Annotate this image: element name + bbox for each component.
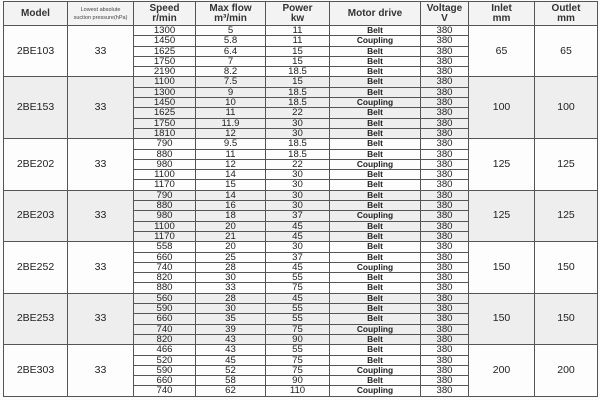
drive-cell: Belt	[330, 67, 421, 77]
power-cell: 45	[266, 231, 330, 241]
header-pressure-line2: suction pressure(hPa)	[73, 14, 128, 21]
inlet-cell: 150	[469, 293, 535, 344]
power-cell: 18.5	[266, 98, 330, 108]
drive-cell: Coupling	[330, 262, 421, 272]
power-cell: 55	[266, 273, 330, 283]
outlet-cell: 65	[535, 26, 598, 77]
voltage-cell: 380	[421, 46, 469, 56]
power-cell: 30	[266, 190, 330, 200]
voltage-cell: 380	[421, 108, 469, 118]
model-cell: 2BE303	[4, 345, 68, 396]
flow-cell: 21	[196, 231, 266, 241]
header-speed	[134, 2, 196, 26]
power-cell: 75	[266, 355, 330, 365]
flow-cell: 16	[196, 201, 266, 211]
flow-cell: 9.5	[196, 139, 266, 149]
power-cell: 55	[266, 345, 330, 355]
inlet-cell: 200	[469, 345, 535, 396]
flow-cell: 43	[196, 334, 266, 344]
voltage-cell: 380	[421, 170, 469, 180]
drive-cell: Belt	[330, 273, 421, 283]
voltage-cell: 380	[421, 262, 469, 272]
model-cell: 2BE202	[4, 139, 68, 190]
speed-cell: 466	[134, 345, 196, 355]
flow-cell: 25	[196, 252, 266, 262]
power-cell: 75	[266, 324, 330, 334]
flow-cell: 39	[196, 324, 266, 334]
speed-cell: 1810	[134, 128, 196, 138]
flow-cell: 28	[196, 293, 266, 303]
speed-cell: 1170	[134, 231, 196, 241]
voltage-cell: 380	[421, 190, 469, 200]
power-cell: 75	[266, 283, 330, 293]
flow-cell: 14	[196, 190, 266, 200]
header-inlet-line2: mm	[492, 12, 511, 24]
speed-cell: 740	[134, 262, 196, 272]
flow-cell: 20	[196, 221, 266, 231]
power-cell: 30	[266, 242, 330, 252]
flow-cell: 10	[196, 98, 266, 108]
flow-cell: 12	[196, 159, 266, 169]
flow-cell: 6.4	[196, 46, 266, 56]
speed-cell: 560	[134, 293, 196, 303]
header-speed-line1: Speed	[149, 2, 180, 14]
voltage-cell: 380	[421, 149, 469, 159]
voltage-cell: 380	[421, 67, 469, 77]
pressure-cell: 33	[68, 77, 134, 139]
speed-cell: 590	[134, 365, 196, 375]
flow-cell: 62	[196, 386, 266, 396]
speed-cell: 660	[134, 252, 196, 262]
power-cell: 55	[266, 314, 330, 324]
drive-cell: Belt	[330, 149, 421, 159]
voltage-cell: 380	[421, 376, 469, 386]
voltage-cell: 380	[421, 324, 469, 334]
flow-cell: 52	[196, 365, 266, 375]
speed-cell: 1750	[134, 56, 196, 66]
power-cell: 11	[266, 26, 330, 36]
voltage-cell: 380	[421, 180, 469, 190]
flow-cell: 45	[196, 355, 266, 365]
pressure-cell: 33	[68, 190, 134, 241]
drive-cell: Coupling	[330, 159, 421, 169]
power-cell: 30	[266, 201, 330, 211]
drive-cell: Belt	[330, 334, 421, 344]
voltage-cell: 380	[421, 221, 469, 231]
specs-table	[3, 1, 598, 397]
pressure-cell: 33	[68, 26, 134, 77]
drive-cell: Belt	[330, 170, 421, 180]
flow-cell: 14	[196, 170, 266, 180]
drive-cell: Belt	[330, 128, 421, 138]
voltage-cell: 380	[421, 87, 469, 97]
voltage-cell: 380	[421, 26, 469, 36]
power-cell: 15	[266, 56, 330, 66]
speed-cell: 1100	[134, 170, 196, 180]
drive-cell: Belt	[330, 283, 421, 293]
drive-cell: Belt	[330, 355, 421, 365]
power-cell: 45	[266, 262, 330, 272]
header-outlet-line2: mm	[557, 12, 575, 24]
speed-cell: 1750	[134, 118, 196, 128]
voltage-cell: 380	[421, 252, 469, 262]
speed-cell: 980	[134, 211, 196, 221]
flow-cell: 9	[196, 87, 266, 97]
model-cell: 2BE252	[4, 242, 68, 293]
speed-cell: 660	[134, 376, 196, 386]
header-row	[4, 2, 598, 26]
voltage-cell: 380	[421, 231, 469, 241]
model-cell: 2BE153	[4, 77, 68, 139]
speed-cell: 1625	[134, 108, 196, 118]
drive-cell: Belt	[330, 118, 421, 128]
drive-cell: Belt	[330, 26, 421, 36]
voltage-cell: 380	[421, 304, 469, 314]
flow-cell: 11.9	[196, 118, 266, 128]
voltage-cell: 380	[421, 293, 469, 303]
power-cell: 18.5	[266, 149, 330, 159]
drive-cell: Coupling	[330, 324, 421, 334]
outlet-cell: 150	[535, 242, 598, 293]
flow-cell: 20	[196, 242, 266, 252]
header-outlet	[535, 2, 598, 26]
drive-cell: Belt	[330, 231, 421, 241]
speed-cell: 1450	[134, 98, 196, 108]
flow-cell: 8.2	[196, 67, 266, 77]
flow-cell: 43	[196, 345, 266, 355]
header-flow-line2: m³/min	[214, 12, 247, 24]
drive-cell: Coupling	[330, 36, 421, 46]
table-body	[4, 26, 598, 397]
table-row	[4, 242, 598, 252]
voltage-cell: 380	[421, 345, 469, 355]
drive-cell: Belt	[330, 376, 421, 386]
voltage-cell: 380	[421, 242, 469, 252]
inlet-cell: 125	[469, 139, 535, 190]
speed-cell: 520	[134, 355, 196, 365]
table-row	[4, 190, 598, 200]
power-cell: 55	[266, 304, 330, 314]
power-cell: 15	[266, 46, 330, 56]
drive-cell: Coupling	[330, 365, 421, 375]
table-row	[4, 26, 598, 36]
flow-cell: 15	[196, 180, 266, 190]
pressure-cell: 33	[68, 345, 134, 396]
power-cell: 18.5	[266, 87, 330, 97]
inlet-cell: 65	[469, 26, 535, 77]
drive-cell: Coupling	[330, 386, 421, 396]
outlet-cell: 150	[535, 293, 598, 344]
speed-cell: 1100	[134, 221, 196, 231]
table-row	[4, 293, 598, 303]
drive-cell: Belt	[330, 242, 421, 252]
flow-cell: 11	[196, 108, 266, 118]
pressure-cell: 33	[68, 242, 134, 293]
speed-cell: 880	[134, 149, 196, 159]
flow-cell: 11	[196, 149, 266, 159]
flow-cell: 5	[196, 26, 266, 36]
header-pressure	[68, 2, 134, 26]
speed-cell: 558	[134, 242, 196, 252]
header-power	[266, 2, 330, 26]
power-cell: 18.5	[266, 67, 330, 77]
power-cell: 90	[266, 376, 330, 386]
pressure-cell: 33	[68, 293, 134, 344]
drive-cell: Belt	[330, 87, 421, 97]
drive-cell: Belt	[330, 304, 421, 314]
voltage-cell: 380	[421, 118, 469, 128]
speed-cell: 820	[134, 273, 196, 283]
drive-cell: Belt	[330, 46, 421, 56]
flow-cell: 33	[196, 283, 266, 293]
drive-cell: Belt	[330, 180, 421, 190]
voltage-cell: 380	[421, 314, 469, 324]
voltage-cell: 380	[421, 98, 469, 108]
drive-cell: Belt	[330, 252, 421, 262]
power-cell: 37	[266, 211, 330, 221]
voltage-cell: 380	[421, 139, 469, 149]
speed-cell: 590	[134, 304, 196, 314]
speed-cell: 1300	[134, 26, 196, 36]
drive-cell: Belt	[330, 190, 421, 200]
speed-cell: 880	[134, 283, 196, 293]
voltage-cell: 380	[421, 128, 469, 138]
table-row	[4, 77, 598, 87]
header-voltage	[421, 2, 469, 26]
voltage-cell: 380	[421, 355, 469, 365]
speed-cell: 790	[134, 190, 196, 200]
header-voltage-line1: Voltage	[426, 2, 463, 14]
speed-cell: 740	[134, 324, 196, 334]
power-cell: 30	[266, 118, 330, 128]
speed-cell: 980	[134, 159, 196, 169]
drive-cell: Coupling	[330, 98, 421, 108]
voltage-cell: 380	[421, 77, 469, 87]
power-cell: 22	[266, 108, 330, 118]
outlet-cell: 125	[535, 190, 598, 241]
model-cell: 2BE203	[4, 190, 68, 241]
model-cell: 2BE103	[4, 26, 68, 77]
drive-cell: Belt	[330, 345, 421, 355]
header-drive: Motor drive	[330, 2, 421, 26]
header-outlet-line1: Outlet	[551, 2, 581, 14]
speed-cell: 1100	[134, 77, 196, 87]
table-row	[4, 139, 598, 149]
drive-cell: Belt	[330, 201, 421, 211]
speed-cell: 880	[134, 201, 196, 211]
voltage-cell: 380	[421, 334, 469, 344]
speed-cell: 1300	[134, 87, 196, 97]
outlet-cell: 200	[535, 345, 598, 396]
power-cell: 30	[266, 128, 330, 138]
voltage-cell: 380	[421, 211, 469, 221]
power-cell: 11	[266, 36, 330, 46]
outlet-cell: 125	[535, 139, 598, 190]
drive-cell: Belt	[330, 139, 421, 149]
voltage-cell: 380	[421, 159, 469, 169]
flow-cell: 58	[196, 376, 266, 386]
drive-cell: Belt	[330, 77, 421, 87]
voltage-cell: 380	[421, 283, 469, 293]
power-cell: 30	[266, 170, 330, 180]
power-cell: 45	[266, 293, 330, 303]
header-inlet-line1: Inlet	[491, 2, 512, 14]
speed-cell: 2190	[134, 67, 196, 77]
voltage-cell: 380	[421, 386, 469, 396]
outlet-cell: 100	[535, 77, 598, 139]
header-voltage-line2: V	[441, 12, 448, 24]
drive-cell: Coupling	[330, 211, 421, 221]
header-model: Model	[4, 2, 68, 26]
model-cell: 2BE253	[4, 293, 68, 344]
speed-cell: 820	[134, 334, 196, 344]
drive-cell: Belt	[330, 293, 421, 303]
flow-cell: 28	[196, 262, 266, 272]
voltage-cell: 380	[421, 36, 469, 46]
speed-cell: 740	[134, 386, 196, 396]
header-power-line1: Power	[282, 2, 313, 14]
speed-cell: 1450	[134, 36, 196, 46]
power-cell: 30	[266, 180, 330, 190]
speed-cell: 660	[134, 314, 196, 324]
voltage-cell: 380	[421, 365, 469, 375]
flow-cell: 30	[196, 273, 266, 283]
drive-cell: Belt	[330, 56, 421, 66]
drive-cell: Belt	[330, 221, 421, 231]
power-cell: 45	[266, 221, 330, 231]
power-cell: 37	[266, 252, 330, 262]
header-inlet	[469, 2, 535, 26]
header-power-line2: kw	[290, 12, 305, 24]
flow-cell: 35	[196, 314, 266, 324]
inlet-cell: 150	[469, 242, 535, 293]
header-flow-line1: Max flow	[209, 2, 252, 14]
voltage-cell: 380	[421, 201, 469, 211]
voltage-cell: 380	[421, 273, 469, 283]
power-cell: 18.5	[266, 139, 330, 149]
flow-cell: 12	[196, 128, 266, 138]
flow-cell: 7.5	[196, 77, 266, 87]
power-cell: 90	[266, 334, 330, 344]
drive-cell: Belt	[330, 314, 421, 324]
pressure-cell: 33	[68, 139, 134, 190]
power-cell: 110	[266, 386, 330, 396]
flow-cell: 30	[196, 304, 266, 314]
header-pressure-line1: Lowest absolute	[80, 6, 121, 13]
drive-cell: Belt	[330, 108, 421, 118]
voltage-cell: 380	[421, 56, 469, 66]
flow-cell: 18	[196, 211, 266, 221]
power-cell: 22	[266, 159, 330, 169]
header-speed-line2: r/min	[152, 12, 177, 24]
speed-cell: 1170	[134, 180, 196, 190]
speed-cell: 1625	[134, 46, 196, 56]
flow-cell: 5.8	[196, 36, 266, 46]
header-flow	[196, 2, 266, 26]
table-row	[4, 345, 598, 355]
flow-cell: 7	[196, 56, 266, 66]
power-cell: 75	[266, 365, 330, 375]
speed-cell: 790	[134, 139, 196, 149]
inlet-cell: 125	[469, 190, 535, 241]
inlet-cell: 100	[469, 77, 535, 139]
power-cell: 15	[266, 77, 330, 87]
